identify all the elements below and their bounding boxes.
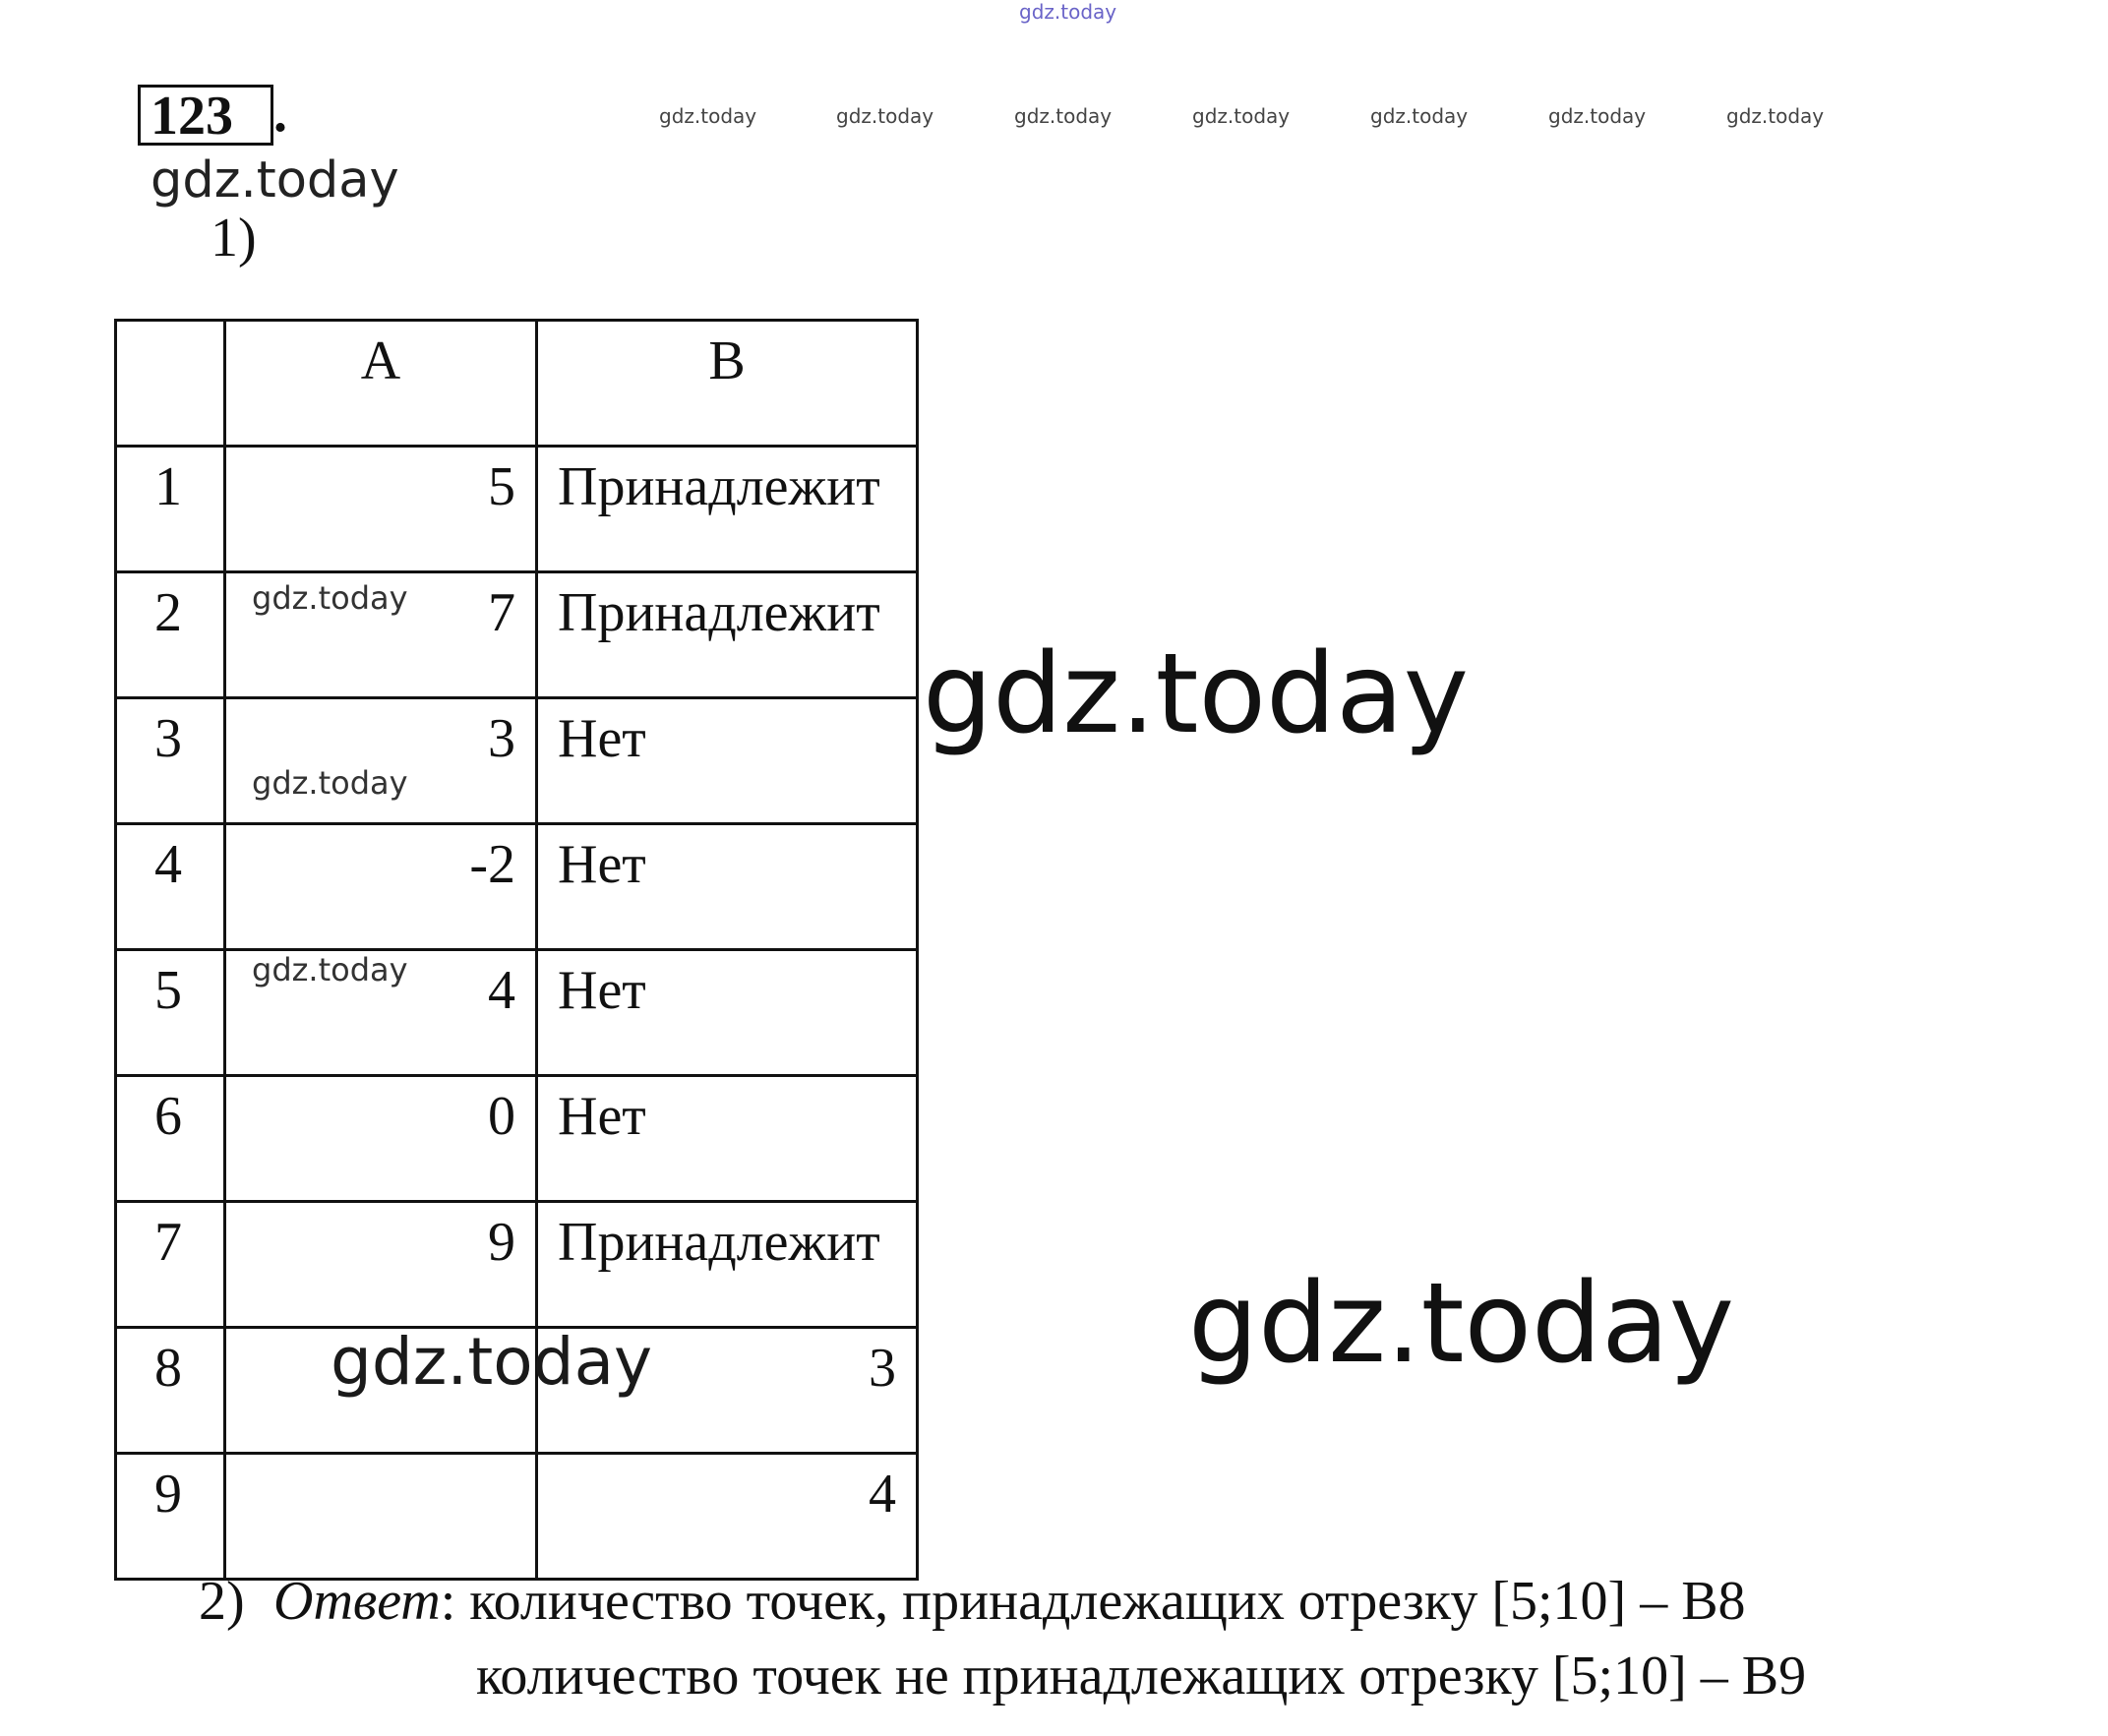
table-row (116, 698, 918, 824)
answer-line-1 (273, 1571, 1746, 1632)
cell-a: 7 (225, 572, 537, 698)
task-number: 123 (138, 85, 273, 146)
watermark-large: gdz.today (923, 630, 1470, 758)
row-number: 9 (116, 1454, 225, 1580)
header-corner-cell (116, 321, 225, 447)
cell-a: 5 (225, 447, 537, 572)
table-row (116, 447, 918, 572)
cell-a: 3 (225, 698, 537, 824)
part-1-label: 1) (211, 208, 257, 269)
cell-b: Принадлежит (537, 572, 918, 698)
cell-b: Нет (537, 698, 918, 824)
row-number: 7 (116, 1202, 225, 1328)
table-header-row (116, 321, 918, 447)
watermark-small: gdz.today (1192, 104, 1291, 128)
answer-line-1-text: : количество точек, принадлежащих отрезку [5;10] – B8 (440, 1571, 1746, 1632)
watermark-small: gdz.today (1726, 104, 1825, 128)
cell-b: 4 (537, 1454, 918, 1580)
watermark-small: gdz.today (1370, 104, 1469, 128)
watermark-medium: gdz.today (151, 151, 399, 210)
watermark-small: gdz.today (836, 104, 934, 128)
table-row (116, 824, 918, 950)
table-row (116, 1202, 918, 1328)
cell-b: 3 (537, 1328, 918, 1454)
watermark-large: gdz.today (1188, 1260, 1735, 1388)
row-number: 8 (116, 1328, 225, 1454)
row-number: 3 (116, 698, 225, 824)
cell-a: 4 (225, 950, 537, 1076)
watermark-small: gdz.today (1548, 104, 1647, 128)
cell-b: Принадлежит (537, 1202, 918, 1328)
answer-word: Ответ (273, 1571, 441, 1632)
watermark-top: gdz.today (1019, 0, 1117, 24)
column-header-a: A (225, 321, 537, 447)
cell-b: Нет (537, 824, 918, 950)
cell-b: Нет (537, 1076, 918, 1202)
table-row (116, 1076, 918, 1202)
cell-a: 0 (225, 1076, 537, 1202)
cell-b: Нет (537, 950, 918, 1076)
cell-a: -2 (225, 824, 537, 950)
row-number: 1 (116, 447, 225, 572)
watermark-cell: gdz.today (252, 764, 408, 802)
cell-a (225, 1454, 537, 1580)
table-row (116, 572, 918, 698)
task-number-dot: . (273, 83, 287, 144)
table-row (116, 1454, 918, 1580)
watermark-cell: gdz.today (252, 951, 408, 988)
part-2-label: 2) (199, 1571, 245, 1632)
column-header-b: B (537, 321, 918, 447)
table-row (116, 950, 918, 1076)
row-number: 5 (116, 950, 225, 1076)
watermark-small: gdz.today (659, 104, 757, 128)
watermark-small: gdz.today (1014, 104, 1113, 128)
cell-b: Принадлежит (537, 447, 918, 572)
row-number: 2 (116, 572, 225, 698)
watermark-table: gdz.today (331, 1324, 653, 1400)
watermark-cell: gdz.today (252, 579, 408, 617)
row-number: 4 (116, 824, 225, 950)
cell-a: 9 (225, 1202, 537, 1328)
row-number: 6 (116, 1076, 225, 1202)
answer-line-2: количество точек не принадлежащих отрезку [5;10] – B9 (476, 1646, 1807, 1706)
